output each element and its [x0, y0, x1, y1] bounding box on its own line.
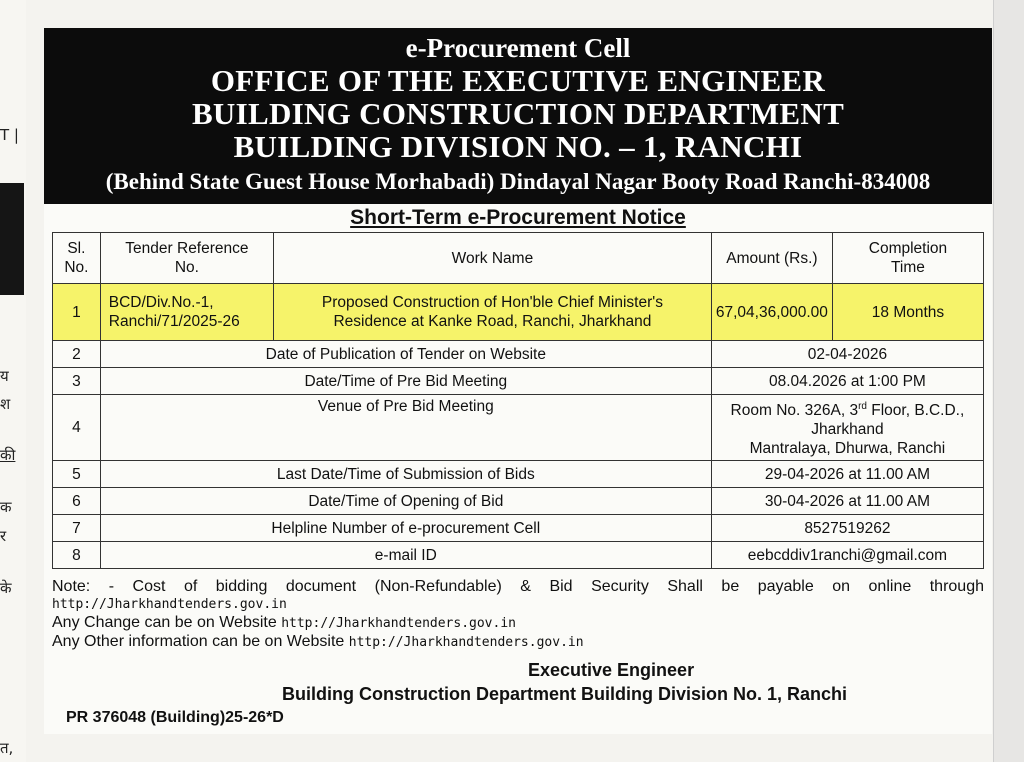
signatory-department: Building Construction Department Building Division No. 1, Ranchi	[282, 684, 848, 704]
notice-header	[44, 28, 992, 204]
header-amount: Amount (Rs.)	[711, 233, 832, 284]
header-tender-ref: Tender Reference No.	[100, 233, 273, 284]
left-dark-block	[0, 183, 24, 295]
cell-amount: 67,04,36,000.00	[711, 284, 832, 341]
cell-value: Room No. 326A, 3rd Floor, B.C.D., Jharkhand Mantralaya, Dhurwa, Ranchi	[711, 395, 983, 461]
header-office: OFFICE OF THE EXECUTIVE ENGINEER	[210, 63, 826, 98]
table-row	[53, 395, 984, 461]
margin-fragment: T |	[0, 126, 19, 144]
note-line: Any Other information can be on Website http://Jharkhandtenders.gov.in	[52, 633, 584, 650]
table-row	[53, 515, 984, 542]
cell-value: 8527519262	[711, 515, 983, 542]
table-row	[53, 341, 984, 368]
note-line: Any Change can be on Website http://Jharkhandtenders.gov.in	[52, 614, 516, 631]
header-department: BUILDING CONSTRUCTION DEPARTMENT	[191, 96, 845, 131]
table-row	[53, 542, 984, 569]
cell-sl: 8	[53, 542, 101, 569]
header-sl: Sl. No.	[53, 233, 101, 284]
cell-work-name: Proposed Construction of Hon'ble Chief Minister's Residence at Kanke Road, Ranchi, Jharkhand	[274, 284, 712, 341]
margin-fragment: र	[0, 527, 7, 545]
cell-sl: 5	[53, 461, 101, 488]
margin-fragment: त,	[0, 739, 14, 757]
cell-value: 29-04-2026 at 11.00 AM	[711, 461, 983, 488]
header-completion-time: Completion Time	[832, 233, 983, 284]
cell-tender-ref: BCD/Div.No.-1, Ranchi/71/2025-26	[100, 284, 273, 341]
tender-table	[52, 232, 984, 569]
header-work-name: Work Name	[274, 233, 712, 284]
cell-value: 08.04.2026 at 1:00 PM	[711, 368, 983, 395]
cell-completion-time: 18 Months	[832, 284, 983, 341]
cell-sl: 2	[53, 341, 101, 368]
table-row	[53, 368, 984, 395]
cell-label: Helpline Number of e-procurement Cell	[100, 515, 711, 542]
cell-value: 30-04-2026 at 11.00 AM	[711, 488, 983, 515]
margin-fragment: य	[0, 367, 9, 385]
cell-value: eebcddiv1ranchi@gmail.com	[711, 542, 983, 569]
note-url: http://Jharkhandtenders.gov.in	[348, 635, 584, 650]
cell-label: Date of Publication of Tender on Website	[100, 341, 711, 368]
cell-label: e-mail ID	[100, 542, 711, 569]
margin-fragment: के	[0, 579, 12, 597]
margin-fragment: क	[0, 498, 12, 516]
header-division: BUILDING DIVISION NO. – 1, RANCHI	[233, 129, 803, 164]
note-url: http://Jharkhandtenders.gov.in	[52, 597, 287, 612]
note-line: Note: - Cost of bidding document (Non-Refundable) & Bid Security Shall be payable on online through	[52, 578, 984, 595]
cell-label: Date/Time of Opening of Bid	[100, 488, 711, 515]
table-row	[53, 284, 984, 341]
margin-fragment: की	[0, 446, 16, 464]
pr-number: PR 376048 (Building)25-26*D	[66, 709, 284, 726]
cell-value: 02-04-2026	[711, 341, 983, 368]
cell-label: Last Date/Time of Submission of Bids	[100, 461, 711, 488]
cell-label: Venue of Pre Bid Meeting	[100, 395, 711, 461]
table-row	[53, 488, 984, 515]
right-page-edge	[993, 0, 1024, 762]
cell-sl: 4	[53, 395, 101, 461]
cell-sl: 1	[53, 284, 101, 341]
tender-notice	[44, 28, 992, 734]
notice-title: Short-Term e-Procurement Notice	[350, 206, 686, 229]
margin-fragment: श	[0, 395, 11, 413]
cell-sl: 6	[53, 488, 101, 515]
note-url: http://Jharkhandtenders.gov.in	[281, 616, 516, 631]
table-row	[53, 461, 984, 488]
header-address: (Behind State Guest House Morhabadi) Dindayal Nagar Booty Road Ranchi-834008	[105, 169, 931, 194]
payment-note	[52, 578, 984, 652]
header-cell-name: e-Procurement Cell	[405, 33, 631, 63]
cell-label: Date/Time of Pre Bid Meeting	[100, 368, 711, 395]
table-header-row	[53, 233, 984, 284]
signatory-title: Executive Engineer	[528, 660, 695, 680]
cell-sl: 7	[53, 515, 101, 542]
cell-sl: 3	[53, 368, 101, 395]
